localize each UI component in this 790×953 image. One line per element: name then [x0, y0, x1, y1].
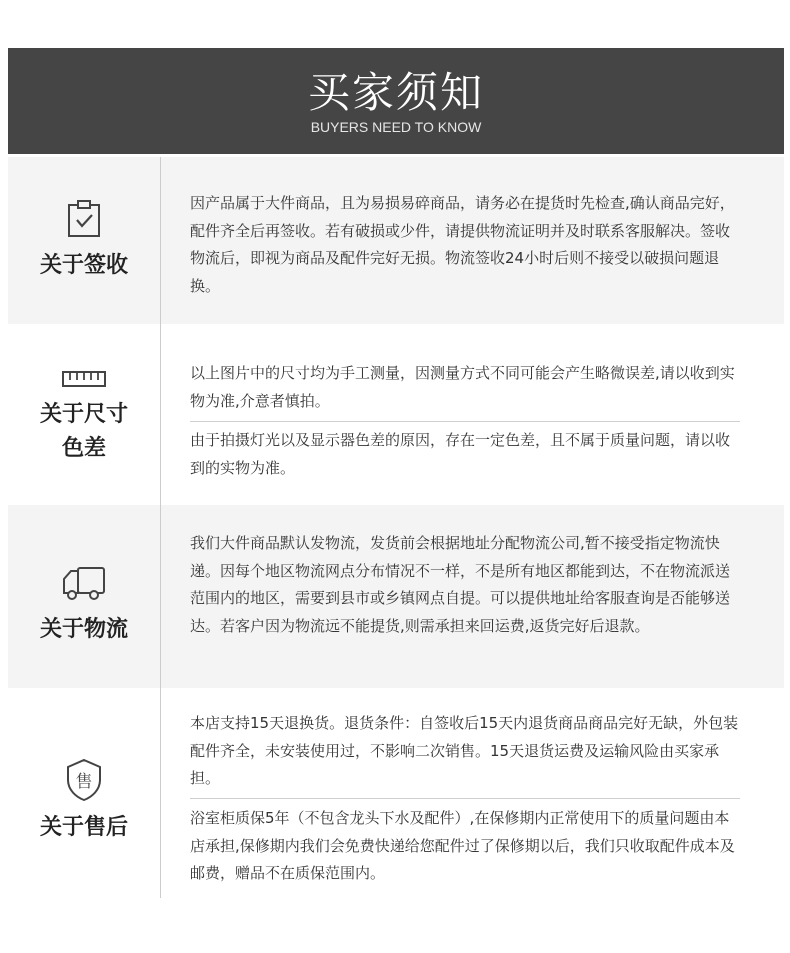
section-after-sales-text-1: 本店支持15天退换货。退货条件：自签收后15天内退货商品商品完好无缺，外包装配件齐全，未安装使用过，不影响二次销售。15天退货运费及运输风险由买家承担。 — [190, 714, 739, 787]
section-logistics — [8, 505, 784, 688]
section-after-sales-label: 关于售后 — [39, 815, 128, 840]
paragraph-divider — [190, 421, 740, 422]
paragraph-divider — [190, 798, 740, 799]
section-after-sales-text-2: 浴室柜质保5年（不包含龙头下水及配件）,在保修期内正常使用下的质量问题由本店承担,保修期内我们会免费快递给您配件过了保修期以后，我们只收取配件成本及邮费，赠品不在质保范围内。 — [190, 809, 735, 882]
clipboard-check-icon — [8, 199, 160, 239]
vertical-divider — [160, 324, 161, 505]
section-signing-text: 因产品属于大件商品，且为易损易碎商品，请务必在提货时先检查,确认商品完好，配件齐全后再签收。若有破损或少件，请提供物流证明并及时联系客服解决。签收物流后，即视为商品及配件完好无损。物流签收24小时后则不接受以破损问题退换。 — [190, 194, 735, 295]
page-header — [8, 48, 784, 154]
section-signing — [8, 157, 784, 324]
section-logistics-header — [8, 505, 160, 688]
ruler-icon — [8, 368, 160, 390]
section-size-text-1: 以上图片中的尺寸均为手工测量，因测量方式不同可能会产生略微误差,请以收到实物为准,介意者慎拍。 — [190, 364, 735, 410]
section-size-color-label-line1: 关于尺寸 — [39, 402, 128, 427]
section-after-sales — [8, 688, 784, 898]
svg-text:售: 售 — [75, 772, 93, 792]
section-size-color — [8, 324, 784, 505]
section-signing-label: 关于签收 — [39, 253, 128, 278]
section-size-color-label-line2: 色差 — [61, 436, 106, 461]
shield-service-icon — [8, 758, 160, 802]
section-size-color-header — [8, 324, 160, 505]
page-subtitle: BUYERS NEED TO KNOW — [310, 119, 482, 135]
truck-icon — [8, 565, 160, 603]
vertical-divider — [160, 157, 161, 324]
section-size-text-2: 由于拍摄灯光以及显示器色差的原因，存在一定色差，且不属于质量问题，请以收到的实物为准。 — [190, 431, 731, 477]
section-logistics-text: 我们大件商品默认发物流，发货前会根据地址分配物流公司,暂不接受指定物流快递。因每个地区物流网点分布情况不一样，不是所有地区都能到达，不在物流派送范围内的地区，需要到县市或乡镇网点自提。可以提供地址给客服查询是否能够送达。若客户因为物流远不能提货,则需承担来回运费,返货完好后退款。 — [190, 534, 731, 635]
section-after-sales-header — [8, 688, 160, 898]
section-signing-header — [8, 157, 160, 324]
page-title: 买家须知 — [307, 68, 484, 117]
vertical-divider — [160, 505, 161, 688]
section-logistics-label: 关于物流 — [39, 617, 128, 642]
vertical-divider — [160, 688, 161, 898]
